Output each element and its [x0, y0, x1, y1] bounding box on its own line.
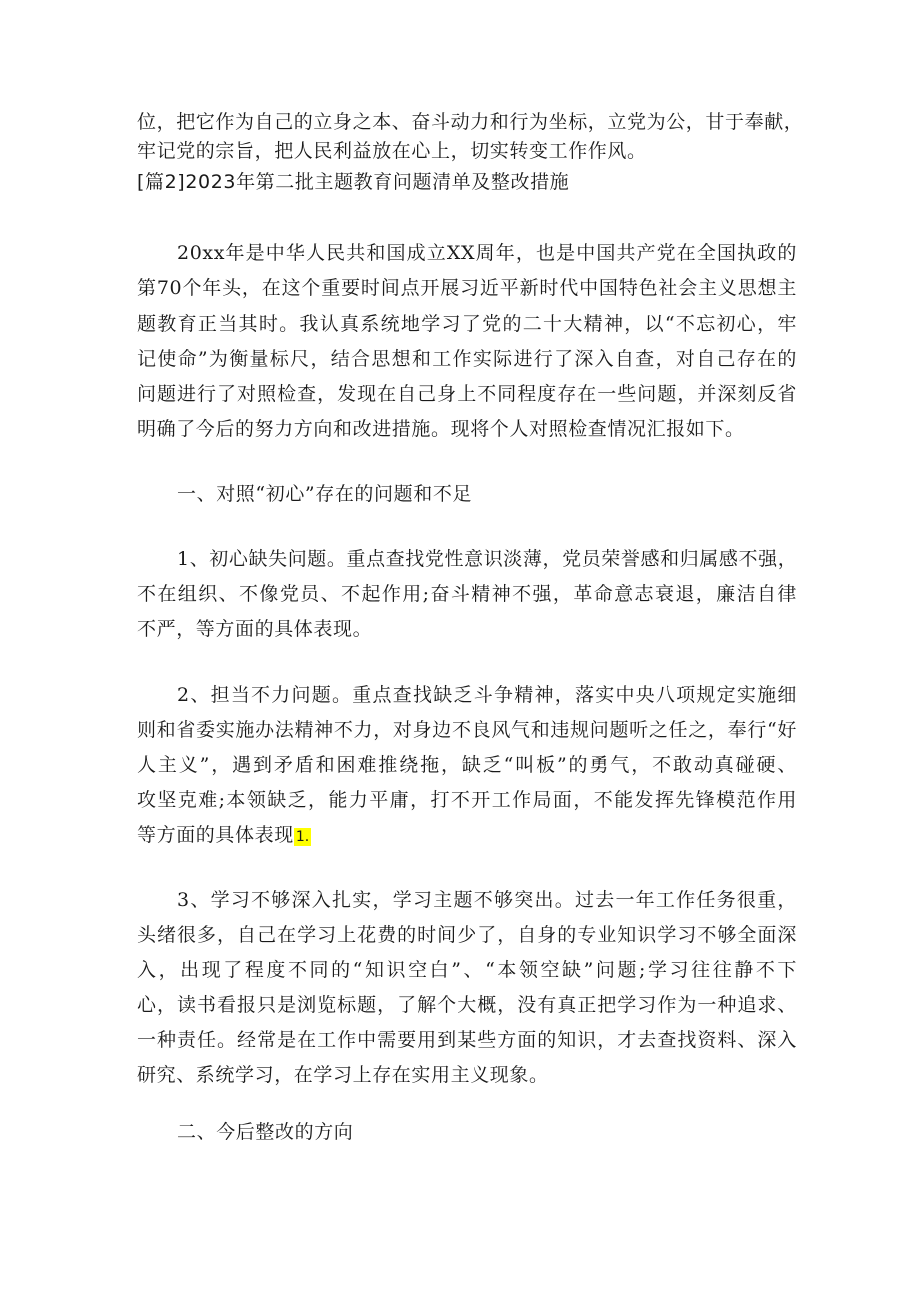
item-two-line: 攻坚克难;本领缺乏，能力平庸，打不开工作局面，不能发挥先锋模范作用 [137, 789, 797, 811]
item-two-line [137, 817, 797, 855]
paragraph-line: 题教育正当其时。我认真系统地学习了党的二十大精神，以“不忘初心，牢 [137, 313, 797, 335]
heading-one: 一、对照“初心”存在的问题和不足 [177, 483, 473, 505]
item-three-line: 研究、系统学习，在学习上存在实用主义现象。 [137, 1064, 549, 1086]
item-two-last-text: 等方面的具体表现 [137, 824, 294, 846]
item-three-line: 头绪很多，自己在学习上花费的时间少了，自身的专业知识学习不够全面深 [137, 924, 797, 946]
paragraph-line: 记使命”为衡量标尺，结合思想和工作实际进行了深入自查，对自己存在的 [137, 348, 797, 370]
item-three-line: 入，出现了程度不同的“知识空白”、“本领空缺”问题;学习往往静不下 [137, 959, 797, 981]
item-three-line: 3、学习不够深入扎实，学习主题不够突出。过去一年工作任务很重， [177, 889, 797, 911]
item-two-line: 则和省委实施办法精神不力，对身边不良风气和违规问题听之任之，奉行“好 [137, 719, 797, 741]
paragraph-line: 20xx年是中华人民共和国成立XX周年，也是中国共产党在全国执政的 [177, 242, 797, 264]
paragraph-line: 明确了今后的努力方向和改进措施。现将个人对照检查情况汇报如下。 [137, 418, 745, 440]
item-one-line: 1、初心缺失问题。重点查找党性意识淡薄，党员荣誉感和归属感不强， [177, 548, 798, 570]
paragraph-line: 第70个年头，在这个重要时间点开展习近平新时代中国特色社会主义思想主 [137, 277, 797, 299]
highlight-mark: 1. [295, 829, 310, 845]
item-three-line: 一种责任。经常是在工作中需要用到某些方面的知识，才去查找资料、深入 [137, 1029, 797, 1051]
intro-line: 位，把它作为自己的立身之本、奋斗动力和行为坐标，立党为公，甘于奉献， [137, 111, 804, 133]
item-one-line: 不在组织、不像党员、不起作用;奋斗精神不强，革命意志衰退，廉洁自律 [137, 583, 797, 605]
item-one-line: 不严，等方面的具体表现。 [137, 618, 373, 640]
item-two-line: 人主义”，遇到矛盾和困难推绕拖，缺乏“叫板”的勇气，不敢动真碰硬、 [137, 754, 797, 776]
section-title: [篇2]2023年第二批主题教育问题清单及整改措施 [137, 171, 570, 193]
intro-line: 牢记党的宗旨，把人民利益放在心上，切实转变工作作风。 [137, 140, 647, 162]
item-three-line: 心，读书看报只是浏览标题，了解个大概，没有真正把学习作为一种追求、 [137, 994, 797, 1016]
paragraph-line: 问题进行了对照检查，发现在自己身上不同程度存在一些问题，并深刻反省 [137, 383, 797, 405]
heading-two: 二、今后整改的方向 [177, 1121, 354, 1143]
item-two-line: 2、担当不力问题。重点查找缺乏斗争精神，落实中央八项规定实施细 [177, 684, 797, 706]
